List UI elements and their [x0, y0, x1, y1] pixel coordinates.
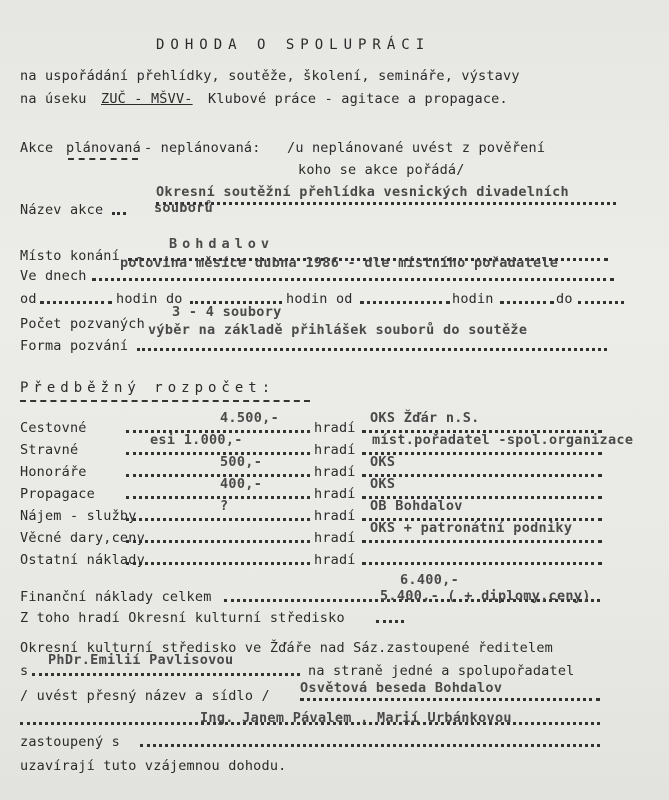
budget-hradi: hradí: [314, 486, 356, 502]
budget-dots-1: [126, 518, 310, 521]
pocet-value: 3 - 4 soubory: [172, 304, 282, 320]
nazev-value-1: Okresní soutěžní přehlídka vesnických divadelních: [156, 184, 569, 200]
nazev-value-2: souborů: [154, 200, 213, 216]
uvest-label: / uvést přesný název a sídlo /: [20, 688, 270, 704]
akce-neplanovana: - neplánovaná:: [144, 140, 261, 156]
intro-line-2-rest: Klubové práce - agitace a propagace.: [208, 91, 508, 107]
budget-dots-2: [362, 562, 602, 565]
uvest-dots: [300, 698, 600, 701]
budget-payer: OB Bohdalov: [370, 498, 463, 514]
budget-amount: ?: [220, 498, 229, 514]
budget-dots-1: [126, 496, 310, 499]
nazev-dots: [112, 212, 126, 215]
spolupor-value: Osvětová beseda Bohdalov: [300, 680, 503, 696]
budget-payer: OKS Žďár n.S.: [370, 410, 480, 426]
budget-label: Cestovné: [20, 420, 87, 436]
dnech-dots: [92, 278, 614, 281]
od-hodin-do: hodin do: [116, 291, 183, 307]
oks-line: Okresní kulturní středisko ve Žďáře nad Sáz.zastoupené ředitelem: [20, 640, 553, 656]
budget-dots-1: [126, 562, 310, 565]
budget-amount: 4.500,-: [220, 410, 279, 426]
budget-dots-2: [362, 452, 602, 455]
ztoho-value: 5.400,- ( + diplomy,ceny): [380, 588, 591, 604]
dnech-value: polovina měsíce dubna 1986 - dle místního pořadatele: [120, 255, 559, 271]
od-dots-3: [360, 301, 450, 304]
budget-dots-1: [126, 452, 310, 455]
akce-planovana: plánovaná: [66, 140, 141, 156]
intro-line-2-fill: ZUČ - MŠVV-: [101, 91, 193, 107]
ztoho-dots: [376, 620, 404, 623]
forma-label: Forma pozvání: [20, 338, 129, 354]
budget-dots-2: [362, 540, 602, 543]
od-dots-1: [40, 301, 112, 304]
zastoupeny-dots: [140, 744, 600, 747]
budget-dots-1: [126, 474, 310, 477]
uzaviraji: uzavírají tuto vzájemnou dohodu.: [20, 758, 287, 774]
intro-line-1: na uspořádání přehlídky, soutěže, školení, semináře, výstavy: [20, 68, 520, 84]
planovana-underline: [68, 158, 138, 160]
nazev-label: Název akce: [20, 202, 104, 218]
od-hodin-od: hodin od: [286, 291, 353, 307]
rozpocet-underline: [20, 400, 310, 402]
forma-value: výběr na základě přihlášek souborů do soutěže: [148, 322, 528, 338]
budget-label: Nájem - služby: [20, 508, 137, 524]
budget-payer: míst.pořadatel -spol.organizace: [372, 432, 634, 448]
budget-hradi: hradí: [314, 442, 356, 458]
nazev-dots-line: [156, 202, 616, 205]
od-do: do: [556, 291, 573, 307]
akce-label: Akce: [20, 140, 54, 156]
od-hodin: hodin: [452, 291, 494, 307]
akce-note-1: /u neplánované uvést z pověření: [287, 140, 546, 156]
forma-dots: [137, 348, 607, 351]
od-label: od: [20, 291, 37, 307]
budget-label: Stravné: [20, 442, 79, 458]
budget-amount: esi 1.000,-: [150, 432, 243, 448]
budget-hradi: hradí: [314, 464, 356, 480]
budget-payer: OKS: [370, 454, 396, 470]
zastup-value: Ing. Janem Pávalem , Marií Urbánkovou: [200, 710, 512, 726]
budget-dots-1: [126, 540, 310, 543]
budget-amount: 500,-: [220, 454, 263, 470]
na-strane: na straně jedné a spolupořadatel: [308, 663, 575, 679]
budget-payer: OKS: [370, 476, 396, 492]
od-dots-5: [578, 301, 624, 304]
misto-label: Místo konání: [20, 248, 120, 264]
reditel-value: PhDr.Emilií Pavlisovou: [48, 652, 234, 668]
dnech-label: Ve dnech: [20, 268, 87, 284]
budget-label: Věcné dary,ceny: [20, 530, 145, 546]
budget-amount: 400,-: [220, 476, 263, 492]
budget-payer: OKS + patronátní podniky: [370, 520, 573, 536]
budget-label: Propagace: [20, 486, 95, 502]
budget-dots-2: [362, 474, 602, 477]
budget-label: Ostatní náklady: [20, 552, 145, 568]
budget-label: Honoráře: [20, 464, 87, 480]
budget-hradi: hradí: [314, 530, 356, 546]
zastoupeny-label: zastoupený s: [20, 734, 120, 750]
s-label: s: [20, 663, 29, 679]
document-title: DOHODA O SPOLUPRÁCI: [156, 37, 431, 53]
budget-hradi: hradí: [314, 420, 356, 436]
budget-hradi: hradí: [314, 508, 356, 524]
od-dots-4: [500, 301, 554, 304]
financni-value: 6.400,-: [400, 572, 459, 588]
financni-label: Finanční náklady celkem: [20, 589, 212, 605]
pocet-label: Počet pozvaných: [20, 316, 145, 332]
akce-note-2: koho se akce pořádá/: [298, 162, 465, 178]
intro-line-2-prefix: na úseku: [20, 91, 87, 107]
ztoho-label: Z toho hradí Okresní kulturní středisko: [20, 610, 345, 626]
budget-hradi: hradí: [314, 552, 356, 568]
reditel-dots: [32, 673, 300, 676]
rozpocet-title: Předběžný rozpočet:: [20, 380, 276, 396]
misto-value: Bohdalov: [169, 236, 275, 252]
